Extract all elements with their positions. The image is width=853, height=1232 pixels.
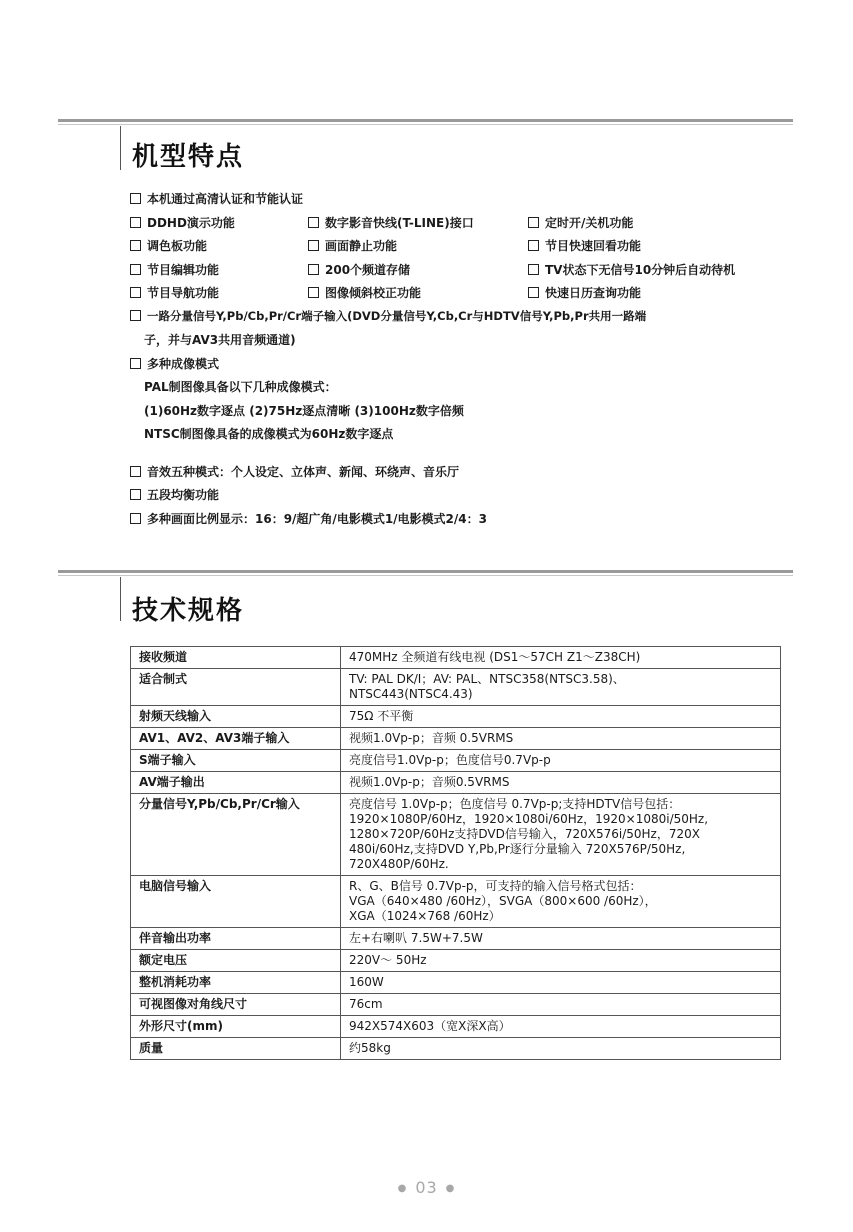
checkbox-icon — [130, 264, 141, 275]
spec-value-line: 160W — [349, 975, 384, 989]
spec-value-line: VGA（640×480 /60Hz），SVGA（800×600 /60Hz）， — [349, 894, 657, 908]
checkbox-icon — [130, 513, 141, 524]
section-title-specs: 技术规格 — [132, 596, 245, 626]
table-row — [131, 706, 781, 728]
spec-value — [341, 876, 781, 928]
feature-item: 200个频道存储 — [308, 261, 410, 278]
feature-row — [130, 284, 810, 308]
table-row — [131, 1016, 781, 1038]
checkbox-icon — [130, 217, 141, 228]
feature-row — [130, 214, 810, 238]
spec-label: 电脑信号输入 — [131, 876, 341, 928]
feature-item: 节目导航功能 — [130, 284, 219, 301]
checkbox-icon — [130, 466, 141, 477]
spec-value-line: 1920×1080P/60Hz，1920×1080i/60Hz，1920×1080i/50Hz, — [349, 812, 709, 826]
section-title-features: 机型特点 — [132, 142, 245, 172]
modes-line: PAL制图像具备以下几种成像模式： — [144, 380, 337, 394]
table-row — [131, 972, 781, 994]
feature-item: 五段均衡功能 — [130, 486, 810, 510]
feature-item: 定时开/关机功能 — [528, 214, 633, 231]
section-rule-specs — [58, 570, 793, 576]
spec-value — [341, 950, 781, 972]
feature-item-continued: 子，并与AV3共用音频通道) — [144, 333, 296, 347]
spec-label: 适合制式 — [131, 669, 341, 706]
spec-label: 接收频道 — [131, 647, 341, 669]
checkbox-icon — [130, 193, 141, 204]
spec-label: AV1、AV2、AV3端子输入 — [131, 728, 341, 750]
title-bar — [120, 577, 121, 621]
table-row — [131, 1038, 781, 1060]
spec-value — [341, 994, 781, 1016]
spec-value — [341, 772, 781, 794]
checkbox-icon — [308, 240, 319, 251]
spec-value-line: XGA（1024×768 /60Hz） — [349, 909, 501, 923]
table-row — [131, 728, 781, 750]
feature-item: 画面静止功能 — [308, 237, 397, 254]
checkbox-icon — [528, 217, 539, 228]
table-row — [131, 928, 781, 950]
spec-label: 额定电压 — [131, 950, 341, 972]
checkbox-icon — [308, 217, 319, 228]
feature-item: 节目编辑功能 — [130, 261, 219, 278]
checkbox-icon — [130, 358, 141, 369]
spec-value — [341, 728, 781, 750]
spec-value-line: 720X480P/60Hz. — [349, 857, 449, 871]
spec-value-line: 220V～ 50Hz — [349, 953, 427, 967]
spec-value — [341, 706, 781, 728]
spec-value — [341, 1016, 781, 1038]
spec-value — [341, 794, 781, 876]
feature-item: 多种成像模式 — [130, 355, 810, 379]
feature-item: 快速日历查询功能 — [528, 284, 641, 301]
feature-item: TV状态下无信号10分钟后自动待机 — [528, 261, 735, 278]
spec-value-line: 76cm — [349, 997, 383, 1011]
spec-value — [341, 1038, 781, 1060]
table-row — [131, 669, 781, 706]
feature-item: 图像倾斜校正功能 — [308, 284, 421, 301]
feature-item: 调色板功能 — [130, 237, 207, 254]
table-row — [131, 876, 781, 928]
spec-value-line: 视频1.0Vp-p；音频 0.5VRMS — [349, 731, 514, 745]
spec-value-line: TV: PAL DK/I；AV: PAL、NTSC358(NTSC3.58)、 — [349, 672, 625, 686]
table-row — [131, 772, 781, 794]
spec-value — [341, 647, 781, 669]
checkbox-icon — [130, 489, 141, 500]
title-bar — [120, 126, 121, 170]
spec-label: 整机消耗功率 — [131, 972, 341, 994]
spec-table — [130, 646, 781, 1060]
modes-line: (1)60Hz数字逐点 (2)75Hz逐点清晰 (3)100Hz数字倍频 — [144, 403, 464, 418]
spec-value-line: NTSC443(NTSC4.43) — [349, 687, 473, 701]
spec-label: 分量信号Y,Pb/Cb,Pr/Cr输入 — [131, 794, 341, 876]
table-row — [131, 750, 781, 772]
checkbox-icon — [308, 264, 319, 275]
spec-value — [341, 972, 781, 994]
spec-value-line: 1280×720P/60Hz支持DVD信号输入，720X576i/50Hz，720X — [349, 827, 700, 841]
checkbox-icon — [528, 264, 539, 275]
table-row — [131, 994, 781, 1016]
spec-value-line: 亮度信号1.0Vp-p；色度信号0.7Vp-p — [349, 753, 551, 767]
feature-item: 节目快速回看功能 — [528, 237, 641, 254]
feature-row — [130, 237, 810, 261]
spec-value-line: 75Ω 不平衡 — [349, 709, 414, 723]
checkbox-icon — [308, 287, 319, 298]
page-number: ● 03 ● — [397, 1178, 456, 1197]
spec-value-line: 亮度信号 1.0Vp-p；色度信号 0.7Vp-p;支持HDTV信号包括： — [349, 797, 681, 811]
checkbox-icon — [528, 287, 539, 298]
section-rule-top — [58, 119, 793, 125]
table-row — [131, 794, 781, 876]
feature-item: DDHD演示功能 — [130, 214, 235, 231]
spec-value — [341, 750, 781, 772]
spec-label: 外形尺寸(mm) — [131, 1016, 341, 1038]
spec-value-line: 942X574X603（宽X深X高） — [349, 1019, 511, 1033]
spec-value-line: 视频1.0Vp-p；音频0.5VRMS — [349, 775, 510, 789]
checkbox-icon — [130, 287, 141, 298]
spec-value-line: 左+右喇叭 7.5W+7.5W — [349, 931, 483, 945]
modes-line: NTSC制图像具备的成像模式为60Hz数字逐点 — [144, 427, 394, 441]
feature-item: 本机通过高清认证和节能认证 — [130, 190, 810, 214]
spec-value-line: 约58kg — [349, 1041, 391, 1055]
feature-item: 数字影音快线(T-LINE)接口 — [308, 214, 474, 231]
features-list — [130, 190, 810, 533]
checkbox-icon — [130, 240, 141, 251]
spec-value — [341, 928, 781, 950]
feature-row — [130, 261, 810, 285]
spec-value-line: 480i/60Hz,支持DVD Y,Pb,Pr逐行分量输入 720X576P/50Hz, — [349, 842, 686, 856]
table-row — [131, 950, 781, 972]
feature-item: 音效五种模式：个人设定、立体声、新闻、环绕声、音乐厅 — [130, 463, 810, 487]
spec-label: S端子输入 — [131, 750, 341, 772]
spec-label: AV端子输出 — [131, 772, 341, 794]
checkbox-icon — [130, 310, 141, 321]
feature-item: 多种画面比例显示：16：9/超广角/电影模式1/电影模式2/4：3 — [130, 510, 810, 534]
spec-value-line: 470MHz 全频道有线电视 (DS1～57CH Z1～Z38CH) — [349, 650, 641, 664]
spec-label: 射频天线输入 — [131, 706, 341, 728]
spec-label: 可视图像对角线尺寸 — [131, 994, 341, 1016]
checkbox-icon — [528, 240, 539, 251]
spec-value — [341, 669, 781, 706]
spec-label: 质量 — [131, 1038, 341, 1060]
spec-value-line: R、G、B信号 0.7Vp-p，可支持的输入信号格式包括： — [349, 879, 642, 893]
feature-item: 一路分量信号Y,Pb/Cb,Pr/Cr端子输入(DVD分量信号Y,Cb,Cr与HDTV信号Y,Pb,Pr共用一路端 — [130, 308, 810, 332]
table-row — [131, 647, 781, 669]
spec-label: 伴音输出功率 — [131, 928, 341, 950]
